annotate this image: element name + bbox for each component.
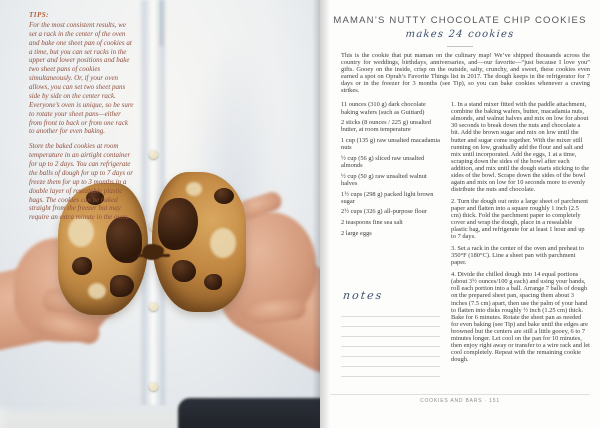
instruction-step: 2. Turn the dough out onto a large sheet of parchment paper and flatten into a square roughly 1 inch (2.5 cm) thick. Fold the parchment paper to completely cover and wrap the dough, place in a resealable plastic bag, and refrigerate for at least 1 hour and up to 7 days. xyxy=(451,197,589,241)
notes-rule-line xyxy=(341,367,440,377)
title-divider xyxy=(447,46,473,47)
tips-block xyxy=(29,11,135,228)
ingredients-column xyxy=(341,101,443,377)
recipe-title: MAMAN’S NUTTY CHOCOLATE CHIP COOKIES xyxy=(333,15,587,26)
shirt-hem-shadow xyxy=(0,412,200,428)
notes-rule-line xyxy=(341,327,440,337)
ingredient: 1 cup (135 g) raw unsalted macadamia nuts xyxy=(341,137,441,152)
ingredient: 2 teaspoons fine sea salt xyxy=(341,219,403,227)
recipe-intro: This is the cookie that put maman on the culinary map! We’ve shipped thousands across the country for weddings, birthdays, anniversaries, and—our favorite—“just because I love you” gifts. Gooey on the inside, crisp on the outside, salty, crunchy, and sweet, these cookies even earned a spot on Oprah’s Favorite Things list in 2017. The dough keeps in the refrigerator for 7 days or in the freezer for 3 months (see Tip), so you can bake cookies whenever a craving strikes. xyxy=(341,52,590,95)
ingredient: 2 sticks (8 ounces / 225 g) unsalted butter, at room temperature xyxy=(341,119,431,134)
tips-paragraph: Store the baked cookies at room temperature in an airtight container for up to 2 days. You can refrigerate the balls of dough for up to 7 days or freeze them for up to 3 months in a double layer of resealable plastic bags. The cookies can be baked straight from the freezer but may require an extra minute in the oven. xyxy=(29,142,134,222)
shirt-button xyxy=(149,382,158,391)
shirt-button xyxy=(149,150,158,159)
tips-heading: TIPS: xyxy=(29,11,49,19)
ingredient: ½ cup (50 g) raw unsalted walnut halves xyxy=(341,172,427,187)
ingredient: 2 large eggs xyxy=(341,229,372,237)
ingredient: 2½ cups (326 g) all-purpose flour xyxy=(341,208,427,216)
ingredient: 1½ cups (298 g) packed light brown sugar xyxy=(341,190,434,205)
instruction-step: 1. In a stand mixer fitted with the paddle attachment, combine the baking wafers, butter, macadamia nuts, almonds, and walnut halves and mix on low for about 30 seconds to break down the nuts and chocolate a bit. Add the brown sugar and mix on low until the butter and sugar come together. With the mixer still running on low, gradually add the flour and salt and mix until incorporated. Add the eggs, 1 at a time, scraping down the sides of the bowl after each addition, and mix until the dough starts sticking to the sides of the bowl. Scrape down the sides of the bowl again and mix on low for 10 seconds more to evenly distribute the nuts and chocolate. xyxy=(451,101,590,193)
page-footer: COOKIES AND BARS · 151 xyxy=(330,394,590,404)
instruction-step: 3. Set a rack in the center of the oven and preheat to 350°F (180°C). Line a sheet pan with parchment paper. xyxy=(451,245,584,267)
cookie-half-right xyxy=(152,172,246,312)
shirt-button xyxy=(149,302,158,311)
chocolate-string xyxy=(138,254,170,257)
notes-rule-line xyxy=(341,307,440,317)
instruction-step: 4. Divide the chilled dough into 14 equal portions (about 3½ ounces/100 g each) and using your hands, roll each portion into a ball. Arrange 7 balls of dough on the prepared sheet pan, spacing them about 3 inches (7.5 cm) apart, then use the palm of your hand to flatten into disks roughly ½ inch (1.25 cm) thick. Bake for 6 minutes. Rotate the sheet pan as needed for even baking (see Tip) and bake until the edges are browned but the centers are still a little gooey, 6 to 7 minutes longer. Let cool on the pan for 10 minutes, then enjoy right away or transfer to a wire rack and let cool completely. Repeat with the remaining cookie dough. xyxy=(451,271,590,363)
recipe-columns xyxy=(341,101,590,377)
shirt-collar xyxy=(160,0,163,46)
notes-heading: notes xyxy=(342,288,384,302)
notes-rule-line xyxy=(341,317,440,327)
recipe-yield: makes 24 cookies xyxy=(405,29,515,40)
notes-rule-line xyxy=(341,337,440,347)
ingredient: 11 ounces (310 g) dark chocolate baking wafers (such as Guittard) xyxy=(341,101,426,116)
recipe-page xyxy=(320,0,600,428)
notes-rule-line xyxy=(341,347,440,357)
ingredient: ½ cup (56 g) sliced raw unsalted almonds xyxy=(341,154,425,170)
tips-paragraph: For the most consistent results, we set a rack in the center of the oven and bake one sheet pan of cookies at a time, but you can set racks in the upper and lower positions and bake two sheet pans of cookies simultaneously. Or, if your oven allows, you can set two sheet pans side by side on the center rack. Everyone’s oven is unique, so be sure to rotate your sheet pans—either from front to back or from one rack to another for even baking. xyxy=(29,20,134,136)
instructions-column xyxy=(451,101,590,377)
pants xyxy=(178,398,320,428)
notes-rule-line xyxy=(341,357,440,367)
